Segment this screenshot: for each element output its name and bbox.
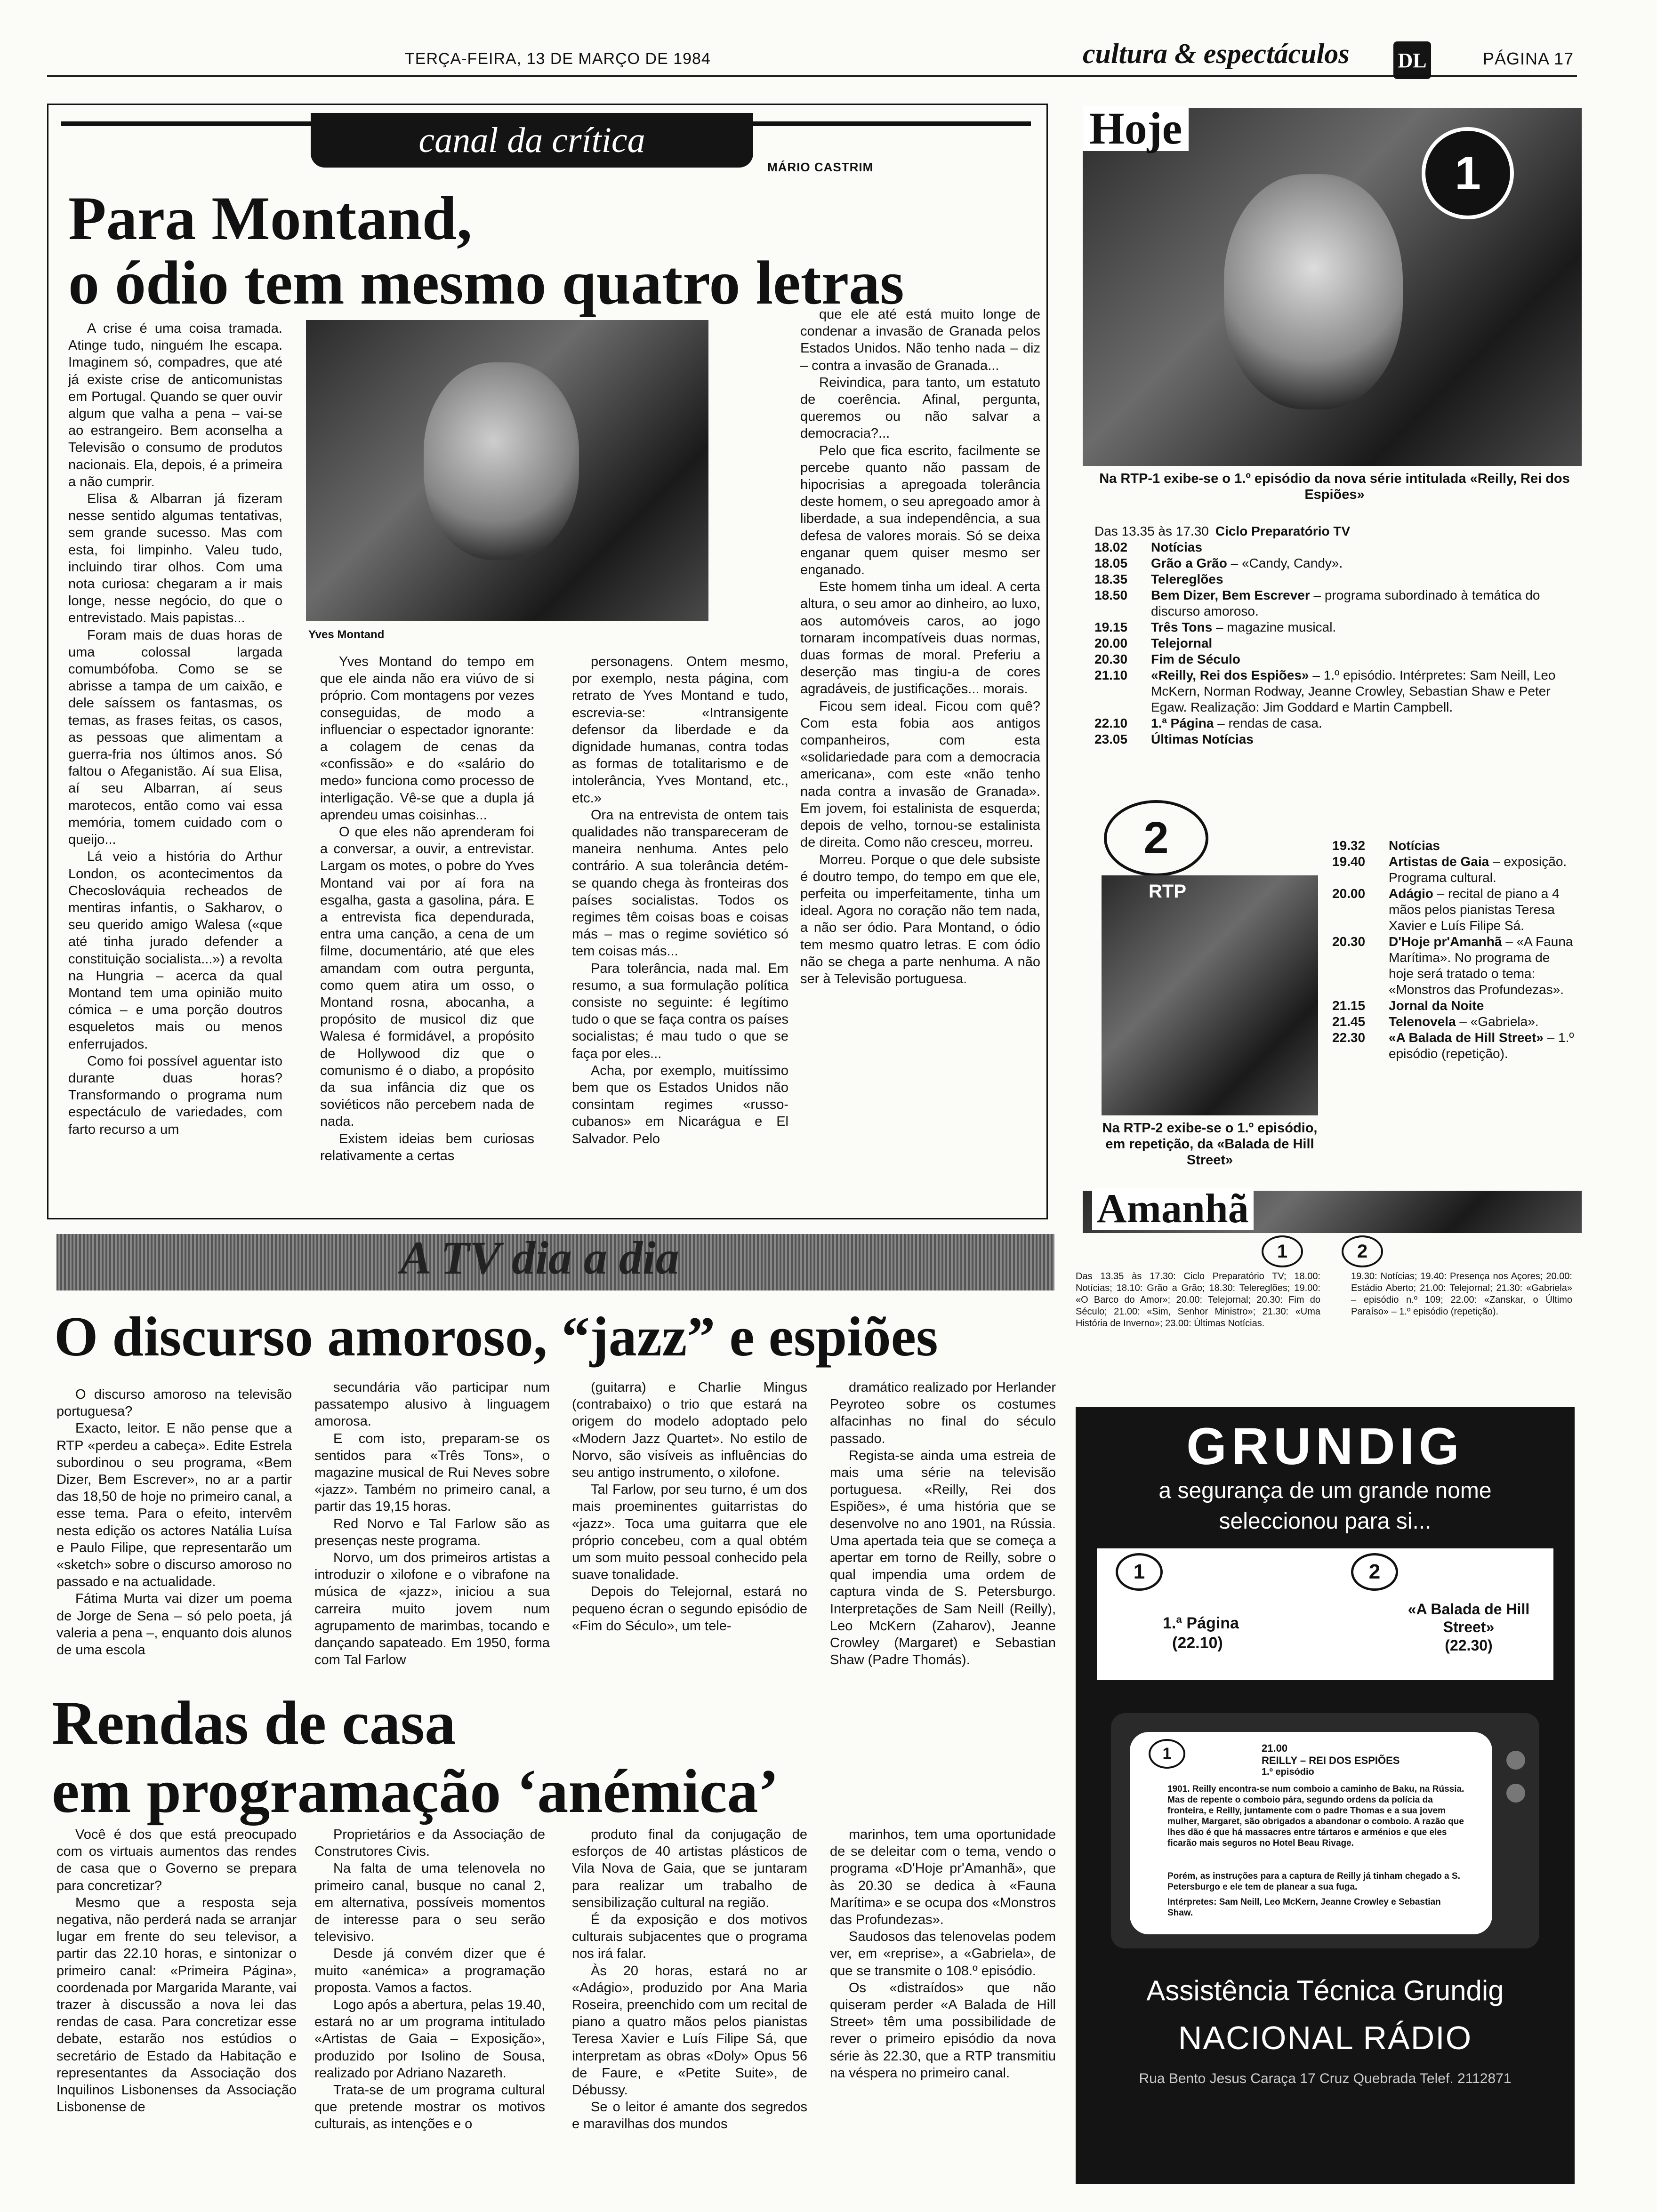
tvdia-col-4 bbox=[830, 1379, 1056, 1668]
rtp2-logo: 2 bbox=[1104, 800, 1208, 876]
schedule-desc: – programa subordinado à temática do discurso amoroso. bbox=[1151, 588, 1540, 618]
schedule-item bbox=[1332, 854, 1577, 886]
schedule-entry bbox=[1389, 1014, 1577, 1030]
schedule-title: 1.ª Página bbox=[1151, 716, 1214, 730]
rtp-label: RTP bbox=[1149, 881, 1186, 902]
rendas-col-3 bbox=[572, 1826, 807, 2133]
schedule-item bbox=[1332, 838, 1577, 854]
schedule-item bbox=[1094, 667, 1575, 715]
schedule-title: Três Tons bbox=[1151, 620, 1213, 634]
schedule-title: Últimas Notícias bbox=[1151, 732, 1254, 746]
schedule-entry bbox=[1151, 635, 1575, 651]
paragraph: Mesmo que a resposta seja negativa, não perderá nada se arranjar lugar em frente do seu televisor, a partir das 22.10 horas, e sintonizar o primeiro canal: «Primeira Página», coordenada por Margarida Marante, vai trazer à discussão a nova lei das rendas de casa. Para concretizar esse debate, estarão nos estúdios o secretário de Estado da Habitação e representantes da Associação dos Inquilinos Lisbonenses da Associação Lisbonense de bbox=[56, 1895, 297, 2115]
paragraph: dramático realizado por Herlander Peyroteo sobre os costumes alfacinhas no final do século passado. bbox=[830, 1380, 1056, 1446]
schedule-entry bbox=[1151, 619, 1575, 635]
schedule-title: «Reilly, Rei dos Espiões» bbox=[1151, 668, 1309, 682]
ad-rtp1-logo: 1 bbox=[1116, 1553, 1163, 1591]
schedule-time: 21.45 bbox=[1332, 1014, 1366, 1029]
schedule-entry bbox=[1151, 571, 1575, 587]
paragraph: personagens. Ontem mesmo, por exemplo, nesta página, com retrato de Yves Montand e tudo, escrevia-se: «Intransigente defensor da liberdade e da dignidade humanas, contra todas as formas de totalitarismo e de intolerância, Yves Montand, etc., etc.» bbox=[572, 654, 788, 806]
tvdia-banner-text: A TV dia a dia bbox=[400, 1232, 679, 1284]
amanha-rtp1-logo: 1 bbox=[1262, 1235, 1303, 1267]
tvdia-col-1 bbox=[56, 1386, 292, 1659]
schedule-time: 22.10 bbox=[1094, 716, 1128, 730]
paragraph: Red Norvo e Tal Farlow são as presenças neste programa. bbox=[314, 1516, 550, 1548]
schedule-title: Artistas de Gaia bbox=[1389, 854, 1489, 869]
schedule-desc: – «A Fauna Marítima». No programa de hoje será tratado o tema: «Monstros das Profundezas». bbox=[1389, 934, 1573, 997]
schedule-entry bbox=[1389, 998, 1577, 1014]
schedule-entry bbox=[1389, 854, 1577, 886]
paragraph: Exacto, leitor. E não pense que a RTP «perdeu a cabeça». Edite Estrela subordinou o seu programa, «Bem Dizer, Bem Escrever», no ar a partir das 18,50 de hoje no primeiro canal, a esse tema. Para o efeito, intervêm nesta edição os actores Natália Luísa e Paulo Filipe, que representarão um «sketch» sobre o discurso amoroso no passado e na actualidade. bbox=[56, 1421, 292, 1590]
schedule-title: Ciclo Preparatório TV bbox=[1215, 524, 1351, 538]
schedule-time: 19.40 bbox=[1332, 854, 1366, 869]
schedule-time: 23.05 bbox=[1094, 732, 1128, 746]
grundig-assist: Assistência Técnica Grundig bbox=[1146, 1975, 1504, 2006]
paragraph: Existem ideias bem curiosas relativamente a certas bbox=[320, 1131, 534, 1163]
page-number: PÁGINA 17 bbox=[1483, 49, 1574, 68]
rendas-col-4 bbox=[830, 1826, 1056, 2082]
schedule-item bbox=[1094, 523, 1575, 539]
canal-col-4 bbox=[800, 306, 1040, 987]
paragraph: produto final da conjugação de esforços de 40 artistas plásticos de Vila Nova de Gaia, que se juntaram para realizar um trabalho de sensibilização cultural na região. bbox=[572, 1827, 807, 1910]
schedule-item bbox=[1094, 571, 1575, 587]
paragraph: O discurso amoroso na televisão portuguesa? bbox=[56, 1387, 292, 1419]
paragraph: O que eles não aprenderam foi a conversar, a ouvir, a entrevistar. Largam os motes, o pobre do Yves Montand vai por aí fora na esgalha, gasta a gasolina, pára. E a entrevista fica dependurada, entra uma canção, a cena de um filme, documentário, até que eles amandam com outra pergunta, como quem atira um osso, o Montand rosna, abocanha, a propósito de musicol diz que Walesa é formidável, a propósito de Hollywood diz que o comunismo é o diabo, a propósito da sua infância diz que os soviéticos não percebem nada de nada. bbox=[320, 825, 534, 1130]
schedule-time: 18.35 bbox=[1094, 572, 1128, 586]
schedule-item bbox=[1094, 715, 1575, 731]
schedule-title: Jornal da Noite bbox=[1389, 998, 1484, 1013]
paragraph: Saudosos das telenovelas podem ver, em «reprise», a «Gabriela», de que se transmite o 108.º episódio. bbox=[830, 1929, 1056, 1979]
paragraph: Para tolerância, nada mal. Em resumo, a sua formulação política consiste no seguinte: é legítimo tudo o que se faça contra os países socialistas; é mau tudo o que se faça por eles... bbox=[572, 961, 788, 1061]
ad-rtp2-time: (22.30) bbox=[1445, 1637, 1493, 1654]
schedule-time: Das 13.35 às 17.30 bbox=[1094, 524, 1209, 538]
paragraph: que ele até está muito longe de condenar a invasão de Granada pelos Estados Unidos. Não tenho nada – diz – contra a invasão de Granada... bbox=[800, 307, 1040, 373]
tv-rtp-logo: 1 bbox=[1149, 1739, 1185, 1769]
amanha-rtp1: Das 13.35 às 17.30: Ciclo Preparatório TV; 18.00: Notícias; 18.10: Grão a Grão; 18.30: Telereglões; 19.00: «O Barco do Amor»; 20.00: Telejornal; 20.30: Fim do Século; 21.00: «Sim, Senhor Ministro»; 21.30: «Uma História de Inverno»; 23.00: Últimas Notícias. bbox=[1076, 1271, 1320, 1329]
rendas-col-2 bbox=[314, 1826, 545, 2133]
grundig-address: Rua Bento Jesus Caraça 17 Cruz Quebrada Telef. 2112871 bbox=[1139, 2071, 1512, 2086]
paragraph: Desde já convém dizer que é muito «anémica» a programação proposta. Vamos a factos. bbox=[314, 1946, 545, 1996]
schedule-title: Telenovela bbox=[1389, 1014, 1456, 1029]
schedule-entry bbox=[1215, 523, 1575, 539]
paragraph: Na falta de uma telenovela no primeiro canal, busque no canal 2, em alternativa, possíveis momentos de interesse para o seu serão televisivo. bbox=[314, 1861, 545, 1945]
grundig-slogan-1: a segurança de um grande nome bbox=[1158, 1478, 1492, 1503]
paragraph: A crise é uma coisa tramada. Atinge tudo, ninguém lhe escapa. Imaginem só, compadres, que até já existe crise de anticomunistas em Portugal. Quando se quer ouvir algum que valha a pena – vai-se ao estrangeiro. Bem aconselha a Televisão o consumo de produtos nacionais. Ela, depois, é a primeira a não cumprir. bbox=[68, 321, 282, 489]
canal-banner-text: canal da crítica bbox=[418, 120, 645, 160]
schedule-desc: – recital de piano a 4 mãos pelos pianistas Teresa Xavier e Luís Filipe Sá. bbox=[1389, 886, 1560, 933]
schedule-item bbox=[1094, 731, 1575, 747]
paragraph: E com isto, preparam-se os sentidos para «Três Tons», o magazine musical de Rui Neves sobre «jazz». Também no primeiro canal, a partir das 19,15 horas. bbox=[314, 1431, 550, 1515]
schedule-desc: – «Candy, Candy». bbox=[1227, 556, 1343, 570]
paragraph: secundária vão participar num passatempo alusivo à linguagem amorosa. bbox=[314, 1380, 550, 1429]
schedule-title: Notícias bbox=[1389, 838, 1440, 853]
schedule-item bbox=[1332, 1030, 1577, 1062]
schedule-entry bbox=[1389, 934, 1577, 998]
schedule-time: 21.15 bbox=[1332, 998, 1366, 1013]
paragraph: Pelo que fica escrito, facilmente se percebe quanto não passam de hipocrisias a apregoada tolerância deste homem, o seu apregoado amor à liberdade, a sua independência, a sua defesa de valores morais. Só se deixa enganar quem quiser mesmo ser enganado. bbox=[800, 443, 1040, 578]
schedule-entry bbox=[1151, 651, 1575, 667]
paragraph: Reivindica, para tanto, um estatuto de coerência. Afinal, pergunta, queremos ou não salvar a democracia?... bbox=[800, 375, 1040, 441]
schedule-title: Telejornal bbox=[1151, 636, 1213, 650]
schedule-title: «A Balada de Hill Street» bbox=[1389, 1030, 1544, 1045]
grundig-nacional: NACIONAL RÁDIO bbox=[1178, 2020, 1472, 2056]
schedule-entry bbox=[1151, 587, 1575, 619]
paragraph: Fátima Murta vai dizer um poema de Jorge de Sena – só pelo poeta, já valeria a pena –, enquanto dois alunos de uma escola bbox=[56, 1591, 292, 1658]
masthead-section: cultura & espectáculos bbox=[1083, 38, 1350, 69]
rendas-headline-2: em programação ‘anémica’ bbox=[52, 1756, 779, 1826]
schedule-entry bbox=[1151, 667, 1575, 715]
schedule-desc: – magazine musical. bbox=[1212, 620, 1336, 634]
schedule-item bbox=[1094, 587, 1575, 619]
paragraph: Elisa & Albarran já fizeram nesse sentido algumas tentativas, sem grande sucesso. Mas com esta, foi limpinho. Valeu tudo, incluindo tirar olhos. Com uma nota curiosa: chegaram a ir mais longe, nesse negócio, do que o entrevistado. Mais papistas... bbox=[68, 491, 282, 626]
canal-banner bbox=[311, 113, 753, 168]
paragraph: Você é dos que está preocupado com os virtuais aumentos das rendes de casa que o Governo se prepara para concretizar? bbox=[56, 1827, 297, 1893]
tvdia-col-2 bbox=[314, 1379, 550, 1668]
paragraph: É da exposição e dos motivos culturais subjacentes que o programa nos irá falar. bbox=[572, 1912, 807, 1962]
rendas-headline-1: Rendas de casa bbox=[52, 1688, 456, 1757]
paragraph: Lá veio a história do Arthur London, os acontecimentos da Checoslováquia recheados de mentiras infantis, o Sakharov, o seu querido amigo Walesa («que até tinha jurado defender a constituição socialista...») a revolta na Hungria – acerca da qual Montand tem uma opinião muito cómica – e uma porção doutros esqueletos mais ou menos enferrujados. bbox=[68, 849, 282, 1052]
schedule-time: 18.50 bbox=[1094, 588, 1128, 602]
schedule-time: 20.30 bbox=[1332, 934, 1366, 949]
schedule-time: 21.10 bbox=[1094, 668, 1128, 682]
tvdia-headline: O discurso amoroso, “jazz” e espiões bbox=[54, 1305, 938, 1368]
schedule-time: 20.00 bbox=[1094, 636, 1128, 650]
schedule-desc: – exposição. Programa cultural. bbox=[1389, 854, 1567, 885]
rtp2-schedule bbox=[1332, 838, 1577, 1062]
amanha-rtp2: 19.30: Notícias; 19.40: Presença nos Açores; 20.00: Estádio Aberto; 21.00: Telejornal; 21.30: «Gabriela» – episódio n.º 109; 22.00: «Zanskar, o Último Paraíso» – 1.º episódio (repetição). bbox=[1351, 1271, 1572, 1317]
schedule-item bbox=[1332, 886, 1577, 934]
ad-rtp1-title: 1.ª Página bbox=[1163, 1614, 1239, 1632]
paragraph: Regista-se ainda uma estreia de mais uma série na televisão portuguesa. «Reilly, Rei dos Espiões», é uma história que se desenvolve no ano 1901, na Rússia. Uma apertada teia que se começa a apertar em torno de Reilly, sobre o qual impendia uma ordem de captura vinda de S. Petersburgo. Interpretações de Sam Neill (Reilly), Leo McKern (Zaharov), Jeanne Crowley (Margaret) e Sebastian Shaw (Padre Thomás). bbox=[830, 1448, 1056, 1668]
schedule-entry bbox=[1389, 1030, 1577, 1062]
schedule-title: Grão a Grão bbox=[1151, 556, 1227, 570]
tv-time: 21.00 bbox=[1262, 1742, 1288, 1754]
paragraph: Trata-se de um programa cultural que pretende mostrar os motivos culturais, as intenções e o bbox=[314, 2083, 545, 2132]
canal-author: MÁRIO CASTRIM bbox=[767, 160, 874, 174]
masthead-rule bbox=[47, 75, 1577, 77]
paragraph: Depois do Telejornal, estará no pequeno écran o segundo episódio de «Fim do Século», um tele- bbox=[572, 1584, 807, 1634]
paragraph: Tal Farlow, por seu turno, é um dos mais proeminentes guitarristas do «jazz». Toca uma guitarra que ele próprio concebeu, com a qual obtém um som muito pessoal conhecido pela suave tonalidade. bbox=[572, 1482, 807, 1583]
paragraph: marinhos, tem uma oportunidade de se deleitar com o tema, vendo o programa «D'Hoje pr'Amanhã», que às 20.30 se dedica à «Fauna Marítima» e se ocupa dos «Monstros das Profundezas». bbox=[830, 1827, 1056, 1928]
schedule-entry bbox=[1151, 555, 1575, 571]
schedule-item bbox=[1094, 635, 1575, 651]
schedule-entry bbox=[1389, 886, 1577, 934]
tv-text: 1901. Reilly encontra-se num comboio a caminho de Baku, na Rússia. Mas de repente o comboio pára, segundo ordens da polícia da fronteira, e Reilly, juntamente com o padre Thomas e a sua jovem mulher, Margaret, são obrigados a abandonar o comboio. A razão que lhes dão é que há massacres entre tártaros e arménios e que eles ficarão mais seguros no Hotel Beau Rivage. bbox=[1167, 1784, 1464, 1848]
schedule-time: 20.30 bbox=[1094, 652, 1128, 666]
tv-cast: Intérpretes: Sam Neill, Leo McKern, Jeanne Crowley e Sebastian Shaw. bbox=[1167, 1897, 1441, 1918]
montand-photo bbox=[306, 320, 708, 621]
rtp1-caption: Na RTP-1 exibe-se o 1.º episódio da nova série intitulada «Reilly, Rei dos Espiões» bbox=[1099, 471, 1570, 502]
schedule-title: Fim de Século bbox=[1151, 652, 1240, 666]
schedule-title: Adágio bbox=[1389, 886, 1433, 901]
masthead-date: TERÇA-FEIRA, 13 DE MARÇO DE 1984 bbox=[405, 50, 711, 68]
hill-street-photo bbox=[1102, 875, 1318, 1115]
schedule-item bbox=[1332, 934, 1577, 998]
amanha-title: Amanhã bbox=[1092, 1188, 1254, 1230]
paragraph: Foram mais de duas horas de uma colossal largada comumbófoba. Como se se abrisse a tampa de um caixão, e dele saíssem os fantasmas, os temas, as frases feitas, os casos, as pessoas que alimentam a guerra-fria nos últimos anos. Só faltou o Afeganistão. Aí sua Elisa, aí seu Albarran, aí seus marotecos, então como vai essa memória, tomem cuidado com o queijo... bbox=[68, 627, 282, 848]
schedule-title: Notícias bbox=[1151, 540, 1202, 554]
schedule-title: Bem Dizer, Bem Escrever bbox=[1151, 588, 1310, 602]
schedule-time: 18.02 bbox=[1094, 540, 1128, 554]
dl-logo: DL bbox=[1393, 41, 1431, 79]
canal-col-1 bbox=[68, 320, 282, 1138]
paragraph: Ora na entrevista de ontem tais qualidades não transpareceram de maneira nenhuma. Antes pelo contrário. A sua tolerância detém-se quando chega às fronteiras dos países socialistas. Todos os regimes têm coisas boas e coisas más – mas o regime soviético só tem coisas más... bbox=[572, 807, 788, 959]
schedule-title: Telereglões bbox=[1151, 572, 1223, 586]
rtp1-logo: 1 bbox=[1422, 127, 1514, 219]
ad-rtp1-time: (22.10) bbox=[1172, 1634, 1223, 1652]
schedule-time: 19.15 bbox=[1094, 620, 1128, 634]
grundig-slogan-2: seleccionou para si... bbox=[1219, 1509, 1432, 1534]
schedule-item bbox=[1332, 1014, 1577, 1030]
rtp2-caption: Na RTP-2 exibe-se o 1.º episódio, em repetição, da «Balada de Hill Street» bbox=[1102, 1121, 1318, 1168]
schedule-item bbox=[1332, 998, 1577, 1014]
ad-rtp2-title: «A Balada de Hill Street» bbox=[1408, 1601, 1530, 1635]
tv-text-2: Porém, as instruções para a captura de Reilly já tinham chegado a S. Petersburgo e ele tem de planear a sua fuga. bbox=[1167, 1871, 1460, 1892]
schedule-desc: – rendas de casa. bbox=[1214, 716, 1322, 730]
schedule-item bbox=[1094, 555, 1575, 571]
paragraph: Se o leitor é amante dos segredos e maravilhas dos mundos bbox=[572, 2100, 807, 2132]
tv-knob-1 bbox=[1506, 1751, 1525, 1770]
schedule-time: 22.30 bbox=[1332, 1030, 1366, 1045]
schedule-desc: – «Gabriela». bbox=[1456, 1014, 1539, 1029]
canal-col-3 bbox=[572, 653, 788, 1147]
canal-col-2 bbox=[320, 653, 534, 1164]
schedule-time: 18.05 bbox=[1094, 556, 1128, 570]
paragraph: Logo após a abertura, pelas 19.40, estará no ar um programa intitulado «Artistas de Gaia – Exposição», produzido por Isolino de Sousa, realizado por Adriano Nazareth. bbox=[314, 1997, 545, 2081]
paragraph: Proprietários e da Associação de Construtores Civis. bbox=[314, 1827, 545, 1859]
schedule-item bbox=[1094, 539, 1575, 555]
paragraph: Yves Montand do tempo em que ele ainda não era viúvo de si próprio. Com montagens por vezes conseguidas, de modo a influenciar o espectador ignorante: a colagem de cenas da «confissão» e do «salário do medo» funciona como processo de interligação. Vê-se que a dupla já aprendeu umas coisinhas... bbox=[320, 654, 534, 823]
schedule-time: 20.00 bbox=[1332, 886, 1366, 901]
tv-title: REILLY – REI DOS ESPIÕES bbox=[1262, 1755, 1400, 1766]
schedule-entry bbox=[1151, 731, 1575, 747]
schedule-item bbox=[1094, 619, 1575, 635]
tvdia-col-3 bbox=[572, 1379, 807, 1635]
paragraph: Morreu. Porque o que dele subsiste é doutro tempo, do tempo em que ele, perfeita ou imperfeitamente, tinha um ideal. Agora no coração não tem nada, a não ser ódio. Para Montand, o ódio tem mesmo quatro letras. E com ódio não se chega a parte nenhuma. A não ser à Televisão portuguesa. bbox=[800, 852, 1040, 986]
schedule-entry bbox=[1151, 539, 1575, 555]
paragraph: Ficou sem ideal. Ficou com quê? Com esta fobia aos antigos companheiros, com esta «solidariedade para com a democracia americana», com este «não tenho nada contra a invasão de Granada». Em jovem, foi estalinista de esquerda; depois de velho, tornou-se estalinista de direita. Como não cresceu, morreu. bbox=[800, 698, 1040, 850]
paragraph: Os «distraídos» que não quiseram perder «A Balada de Hill Street» têm uma possibilidade de rever o primeiro episódio da nova série às 22.30, que a RTP transmitiu na véspera no primeiro canal. bbox=[830, 1980, 1056, 2081]
rendas-col-1 bbox=[56, 1826, 297, 2116]
tv-knob-2 bbox=[1506, 1784, 1525, 1803]
ad-rtp2-logo: 2 bbox=[1351, 1553, 1398, 1591]
canal-headline-2: o ódio tem mesmo quatro letras bbox=[68, 248, 904, 317]
photo-caption: Yves Montand bbox=[308, 628, 385, 641]
canal-headline-1: Para Montand, bbox=[68, 184, 472, 253]
amanha-rtp2-logo: 2 bbox=[1342, 1235, 1383, 1267]
schedule-item bbox=[1094, 651, 1575, 667]
paragraph: Às 20 horas, estará no ar «Adágio», produzido por Ana Maria Roseira, preenchido com um recital de piano a quatro mãos pelos pianistas Teresa Xavier e Luís Filipe Sá, que interpretam as obras «Doly» Opus 56 de Faure, e «Petite Suite», de Débussy. bbox=[572, 1963, 807, 2098]
paragraph: Norvo, um dos primeiros artistas a introduzir o xilofone e o vibrafone na música de «jazz», iniciou a sua carreira muito jovem num agrupamento de marimbas, tocando e dançando sapateado. Em 1950, forma com Tal Farlow bbox=[314, 1550, 550, 1668]
hoje-title: Hoje bbox=[1083, 106, 1189, 151]
schedule-entry bbox=[1389, 838, 1577, 854]
schedule-title: D'Hoje pr'Amanhã bbox=[1389, 934, 1502, 949]
paragraph: Este homem tinha um ideal. A certa altura, o seu amor ao dinheiro, ao luxo, aos automóveis caros, ao jogo tornaram incompatíveis duas normas, duas formas de moral. Preferiu a deserção mas tingiu-a de cores agradáveis, de justificações... morais. bbox=[800, 579, 1040, 697]
paragraph: Como foi possível aguentar isto durante duas horas? Transformando o programa num espectáculo de variedades, com farto recurso a um bbox=[68, 1053, 282, 1137]
tv-sub: 1.º episódio bbox=[1262, 1767, 1314, 1777]
paragraph: (guitarra) e Charlie Mingus (contrabaixo) o trio que estará na origem do modelo adoptado pelo «Modern Jazz Quartet». No estilo de Norvo, são visíveis as influências do seu antigo instrumento, o xilofone. bbox=[572, 1380, 807, 1481]
schedule-desc: – 1.º episódio. Intérpretes: Sam Neill, Leo McKern, Norman Rodway, Jeanne Crowley, Sebastian Shaw e Peter Egaw. Realização: Jim Goddard e Martin Campbell. bbox=[1151, 668, 1556, 714]
schedule-entry bbox=[1151, 715, 1575, 731]
schedule-time: 19.32 bbox=[1332, 838, 1366, 853]
grundig-brand: GRUNDIG bbox=[1186, 1418, 1464, 1475]
rtp1-schedule bbox=[1094, 523, 1575, 747]
paragraph: Acha, por exemplo, muitíssimo bem que os Estados Unidos não consintam regimes «russo-cubanos» em Nicarágua e El Salvador. Pelo bbox=[572, 1063, 788, 1146]
schedule-desc: – 1.º episódio (repetição). bbox=[1389, 1030, 1574, 1061]
